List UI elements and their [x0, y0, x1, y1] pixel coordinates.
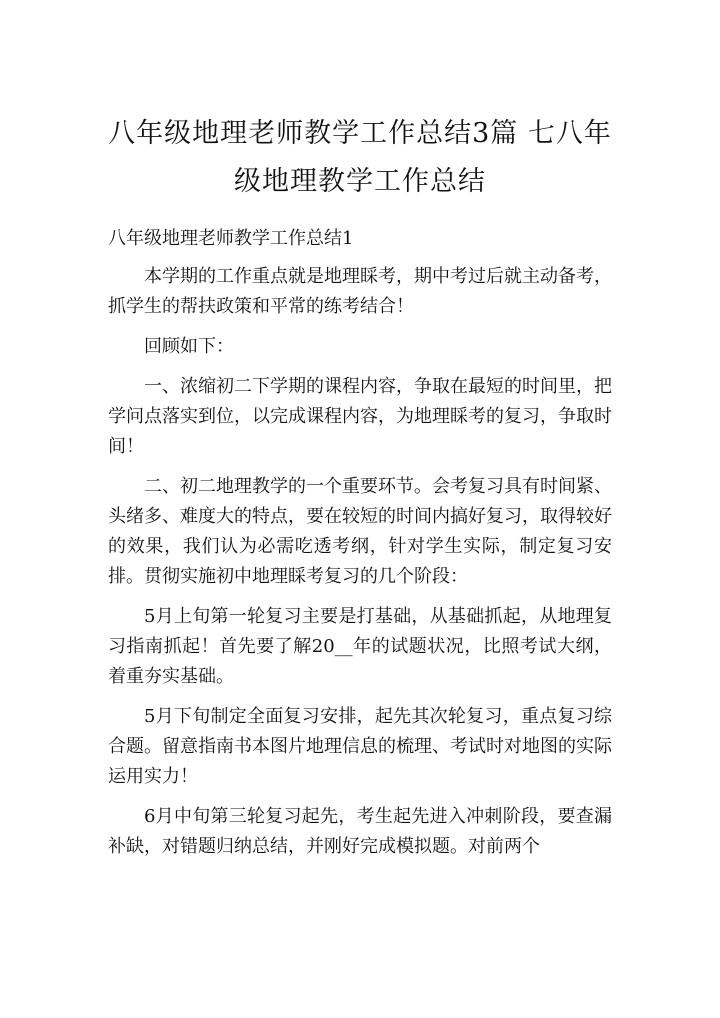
paragraph-7: 6月中旬第三轮复习起先，考生起先进入冲刺阶段，要查漏补缺，对错题归纳总结，并刚好完成模拟题。对前两个: [108, 806, 612, 857]
paragraph-6: 5月下旬制定全面复习安排，起先其次轮复习，重点复习综合题。留意指南书本图片地理信息的梳理、考试时对地图的实际运用实力！: [108, 706, 612, 787]
paragraph-4: 二、初二地理教学的一个重要环节。会考复习具有时间紧、头绪多、难度大的特点，要在较短的时间内搞好复习，取得较好的效果，我们认为必需吃透考纲，针对学生实际，制定复习安排。贯彻实施初中地理睬考复习的几个阶段：: [108, 476, 612, 587]
paragraph-3: 一、浓缩初二下学期的课程内容，争取在最短的时间里，把学问点落实到位，以完成课程内容，为地理睬考的复习，争取时间！: [108, 376, 612, 457]
document-body: [108, 262, 612, 872]
paragraph-2: 回顾如下：: [144, 336, 234, 357]
section-heading: 八年级地理老师教学工作总结1: [108, 228, 354, 249]
paragraph-5: 5月上旬第一轮复习主要是打基础，从基础抓起，从地理复习指南抓起！首先要了解20__年的试题状况，比照考试大纲，着重夯实基础。: [108, 606, 612, 687]
paragraph-1: 本学期的工作重点就是地理睬考，期中考过后就主动备考，抓学生的帮扶政策和平常的练考结合！: [108, 266, 612, 317]
document-title: 八年级地理老师教学工作总结3篇 七八年级地理教学工作总结: [108, 118, 612, 197]
